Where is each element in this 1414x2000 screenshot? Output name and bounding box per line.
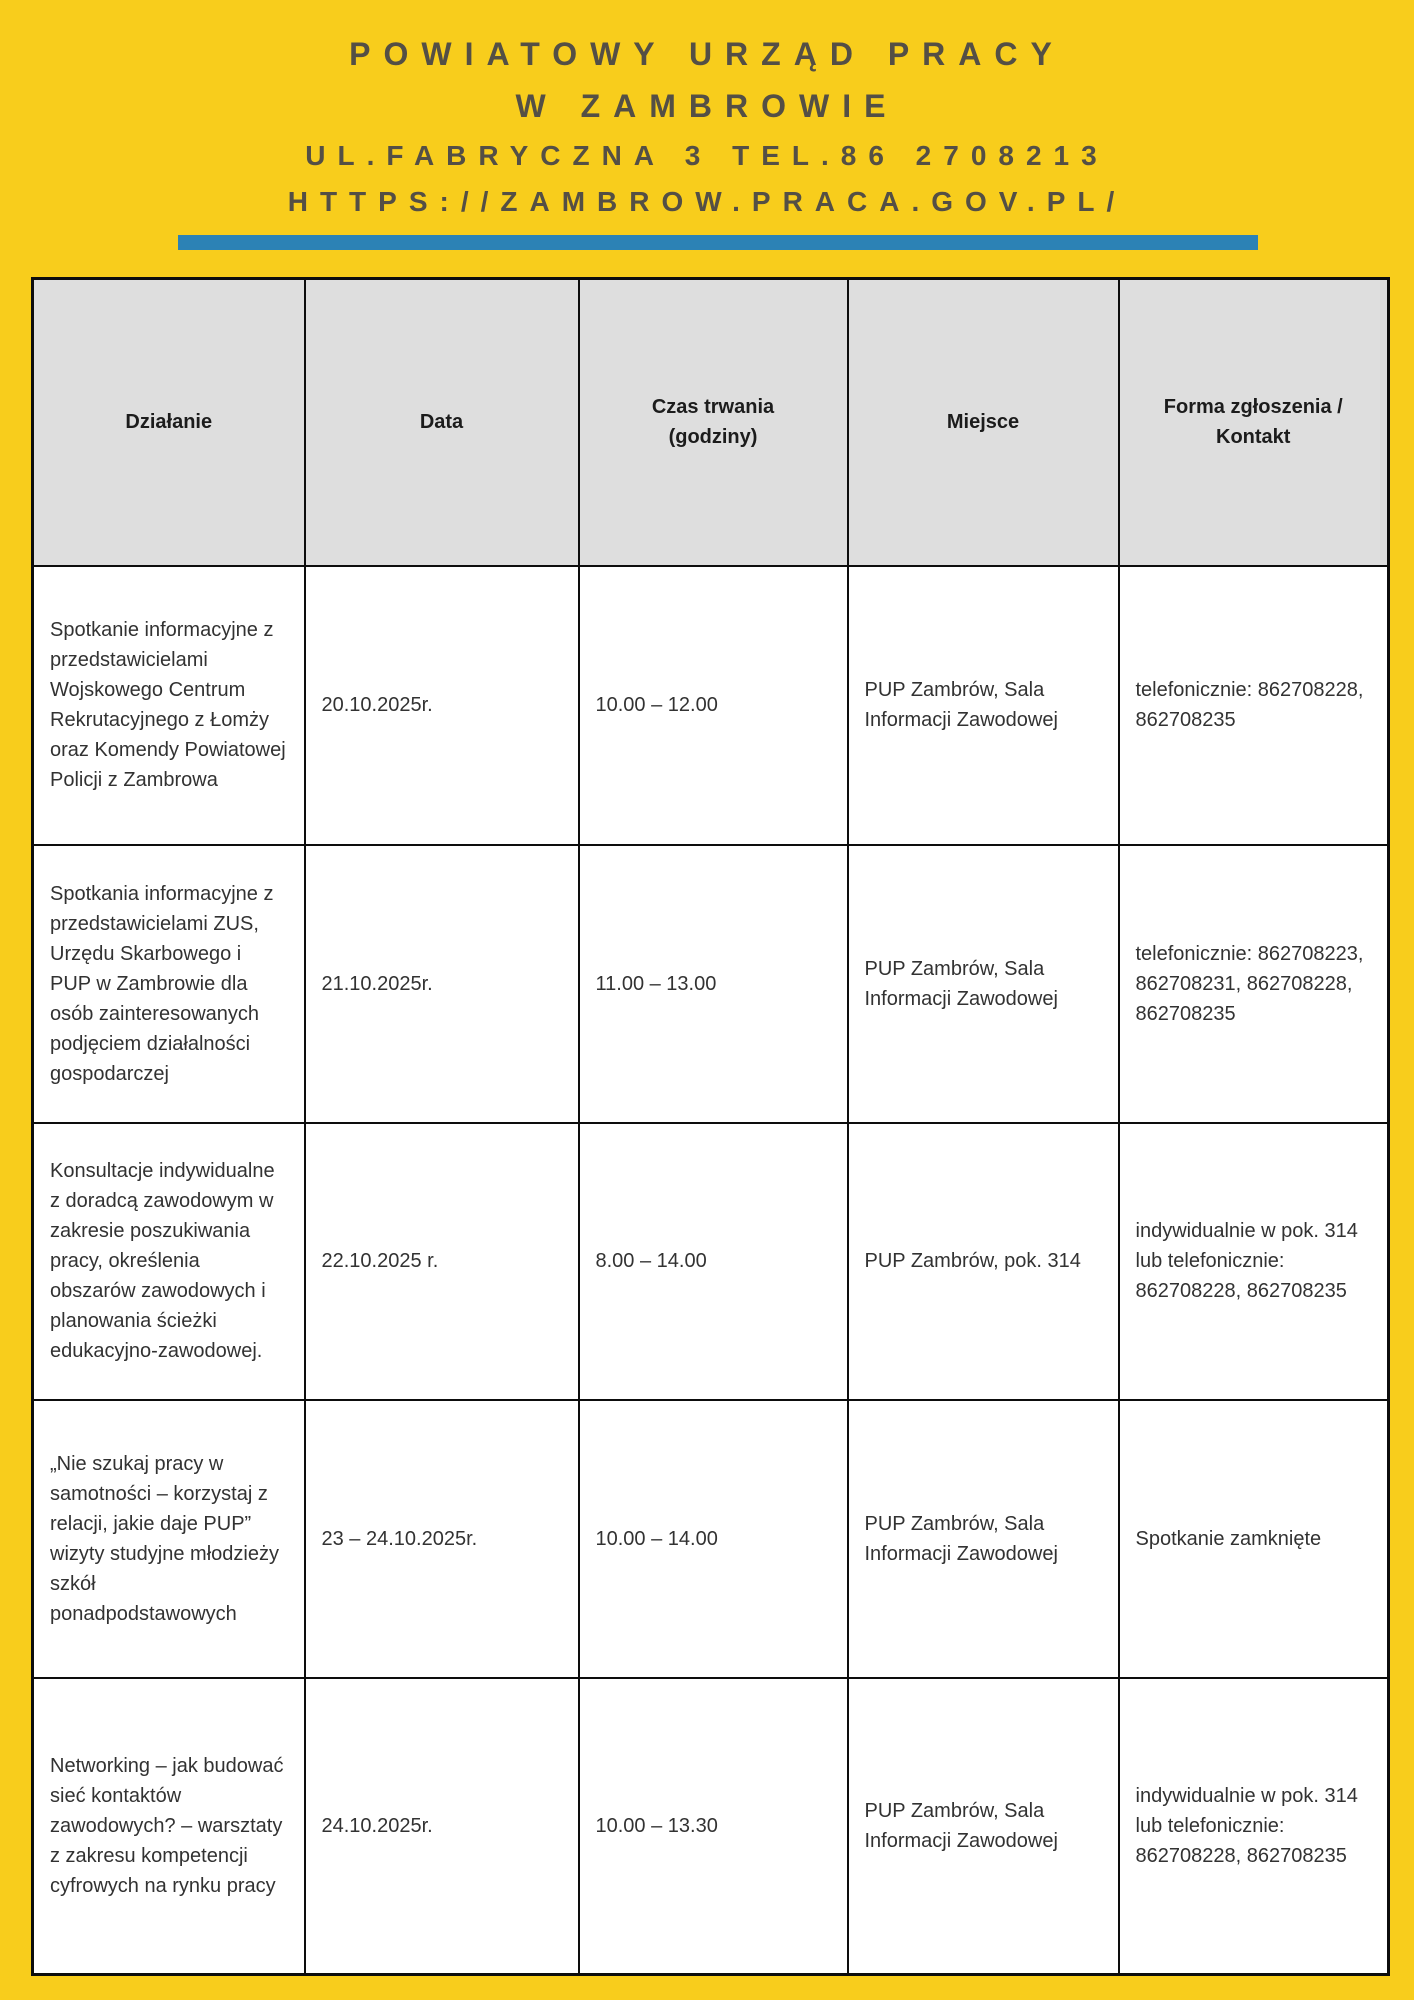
cell-czas: 11.00 – 13.00 xyxy=(579,845,848,1123)
cell-czas: 10.00 – 12.00 xyxy=(579,566,848,845)
table-header-row xyxy=(33,279,1389,566)
col-header-forma-kontakt-label: Forma zgłoszenia / Kontakt xyxy=(1163,396,1343,449)
divider-bar xyxy=(178,235,1258,250)
col-header-data-label: Data xyxy=(419,411,464,434)
org-name-line1: POWIATOWY URZĄD PRACY xyxy=(349,36,1065,72)
org-website: HTTPS://ZAMBROW.PRACA.GOV.PL/ xyxy=(287,186,1127,217)
cell-dzialanie: „Nie szukaj pracy w samotności – korzystaj z relacji, jakie daje PUP” wizyty studyjne młodzieży szkół ponadpodstawowych xyxy=(33,1400,305,1678)
cell-data: 20.10.2025r. xyxy=(305,566,579,845)
col-header-miejsce-label: Miejsce xyxy=(946,411,1020,434)
table-row-3 xyxy=(33,1123,1389,1400)
cell-kontakt: telefonicznie: 862708228, 862708235 xyxy=(1119,566,1389,845)
col-header-forma-kontakt xyxy=(1119,279,1389,566)
cell-kontakt: indywidualnie w pok. 314 lub telefonicznie: 862708228, 862708235 xyxy=(1119,1678,1389,1975)
table-row-5 xyxy=(33,1678,1389,1975)
cell-kontakt: telefonicznie: 862708223, 862708231, 862708228, 862708235 xyxy=(1119,845,1389,1123)
cell-data: 23 – 24.10.2025r. xyxy=(305,1400,579,1678)
cell-data: 22.10.2025 r. xyxy=(305,1123,579,1400)
org-name-line2: W ZAMBROWIE xyxy=(515,88,899,124)
col-header-dzialanie-label: Działanie xyxy=(125,411,213,434)
col-header-czas-trwania xyxy=(579,279,848,566)
table-row-4 xyxy=(33,1400,1389,1678)
cell-data: 21.10.2025r. xyxy=(305,845,579,1123)
table-row-2 xyxy=(33,845,1389,1123)
cell-miejsce: PUP Zambrów, Sala Informacji Zawodowej xyxy=(848,566,1119,845)
cell-miejsce: PUP Zambrów, Sala Informacji Zawodowej xyxy=(848,845,1119,1123)
cell-dzialanie: Spotkania informacyjne z przedstawicielami ZUS, Urzędu Skarbowego i PUP w Zambrowie dla osób zainteresowanych podjęciem działalności gospodarczej xyxy=(33,845,305,1123)
schedule-table-wrapper xyxy=(31,277,1387,1976)
cell-kontakt: indywidualnie w pok. 314 lub telefonicznie: 862708228, 862708235 xyxy=(1119,1123,1389,1400)
cell-miejsce: PUP Zambrów, pok. 314 xyxy=(848,1123,1119,1400)
col-header-miejsce xyxy=(848,279,1119,566)
cell-miejsce: PUP Zambrów, Sala Informacji Zawodowej xyxy=(848,1678,1119,1975)
cell-data: 24.10.2025r. xyxy=(305,1678,579,1975)
cell-dzialanie: Konsultacje indywidualne z doradcą zawodowym w zakresie poszukiwania pracy, określenia obszarów zawodowych i planowania ścieżki edukacyjno-zawodowej. xyxy=(33,1123,305,1400)
cell-dzialanie: Networking – jak budować sieć kontaktów zawodowych? – warsztaty z zakresu kompetencji cyfrowych na rynku pracy xyxy=(33,1678,305,1975)
org-address-phone: UL.FABRYCZNA 3 TEL.86 2708213 xyxy=(305,140,1109,171)
letterhead xyxy=(0,0,1414,250)
cell-miejsce: PUP Zambrów, Sala Informacji Zawodowej xyxy=(848,1400,1119,1678)
schedule-table xyxy=(31,277,1390,1976)
cell-kontakt: Spotkanie zamknięte xyxy=(1119,1400,1389,1678)
cell-dzialanie: Spotkanie informacyjne z przedstawicielami Wojskowego Centrum Rekrutacyjnego z Łomży oraz Komendy Powiatowej Policji z Zambrowa xyxy=(33,566,305,845)
col-header-data xyxy=(305,279,579,566)
cell-czas: 10.00 – 14.00 xyxy=(579,1400,848,1678)
cell-czas: 8.00 – 14.00 xyxy=(579,1123,848,1400)
col-header-dzialanie xyxy=(33,279,305,566)
table-row-1 xyxy=(33,566,1389,845)
col-header-czas-trwania-label: Czas trwania (godziny) xyxy=(651,396,775,449)
cell-czas: 10.00 – 13.30 xyxy=(579,1678,848,1975)
